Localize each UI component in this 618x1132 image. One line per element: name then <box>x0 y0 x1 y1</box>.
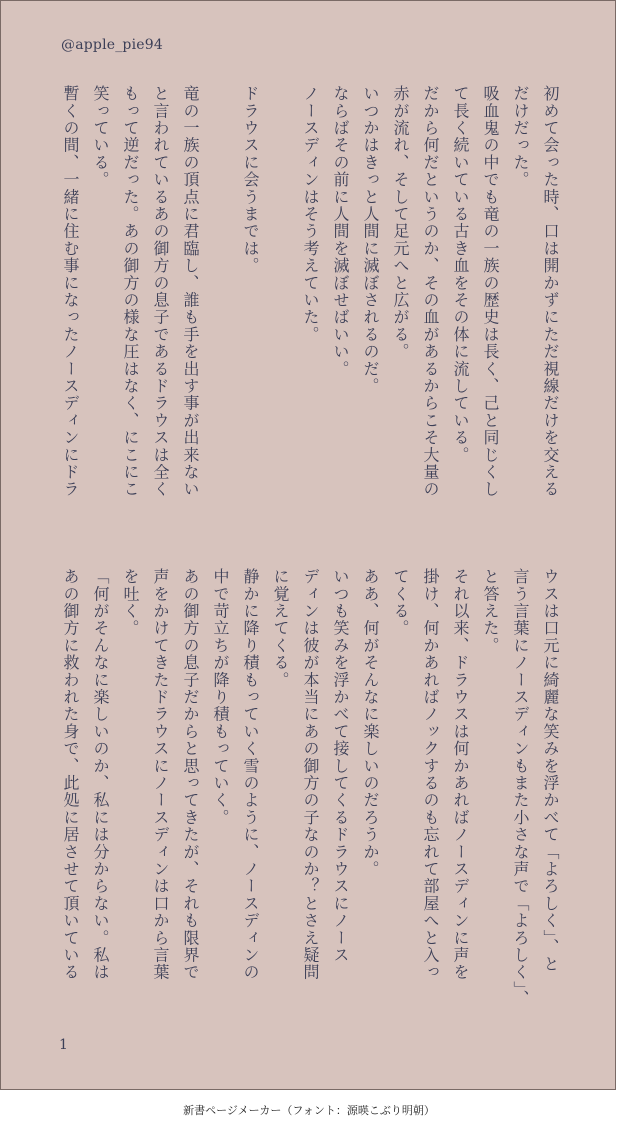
generator-caption: 新書ページメーカー（フォント：源暎こぶり明朝） <box>183 1104 435 1117</box>
author-handle: @apple_pie94 <box>61 37 163 53</box>
page-number: 1 <box>59 1037 68 1053</box>
upper-text-block: 初めて会った時、口は開かずにただ視線だけを交える だけだった。 吸血鬼の中でも竜の一族の歴史は長く、己と同じくし て長く続いている古き血をその体に流している。 だから何だというのか、その血があるからこそ大量の 赤が流れ、そして足元へと広がる。 いつかはきっと人間に滅ぼされるのだ。 ならばその前に人間を滅ぼせばいい。 ノースディンはそう考えていた。 ドラウスに会うまでは。 竜の一族の頂点に君臨し、誰も手を出す事が出来ない と言われているあの御方の息子であるドラウスは全く もって逆だった。あの御方の様な圧はなく、にこにこ 笑っている。 暫くの間、一緒に住む事になったノースディンにドラ <box>61 85 560 498</box>
lower-text-block: ウスは口元に綺麗な笑みを浮かべて「よろしく」、と 言う言葉にノースディンもまた小さな声で「よろしく」、 と答えた。 それ以来、ドラウスは何かあればノースディンに声を 掛け、何かあればノックするのも忘れて部屋へと入っ てくる。 ああ、何がそんなに楽しいのだろうか。 いつも笑みを浮かべて接してくるドラウスにノース ディンは彼が本当にあの御方の子なのか？とさえ疑問 に覚えてくる。 静かに降り積もっていく雪のように、ノースディンの 中で苛立ちが降り積もっていく。 あの御方の息子だからと思ってきたが、それも限界で 声をかけてきたドラウスにノースディンは口から言葉 を吐く。 「何がそんなに楽しいのか、私には分からない。私は あの御方に救われた身で、此処に居させて頂いている <box>61 568 560 1008</box>
